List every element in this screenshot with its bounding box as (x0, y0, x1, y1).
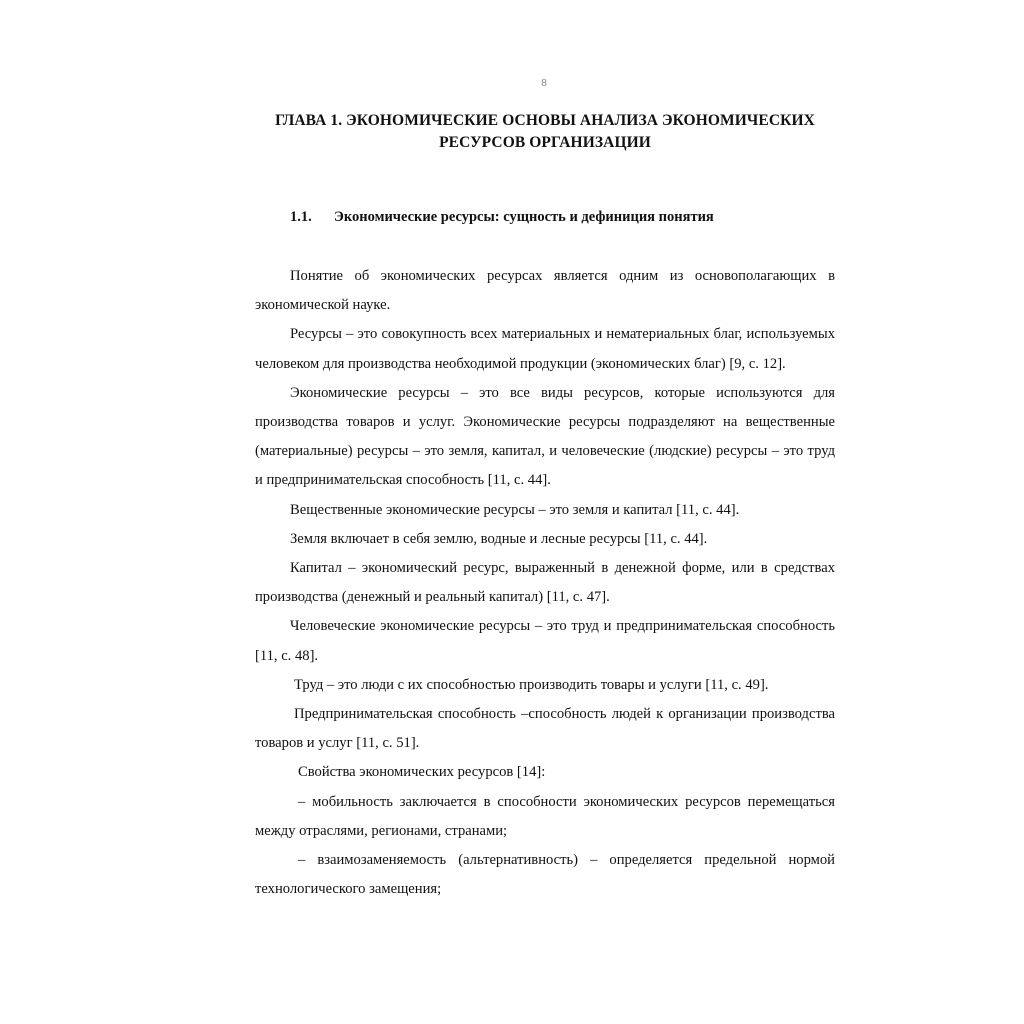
paragraph: Земля включает в себя землю, водные и лесные ресурсы [11, с. 44]. (290, 530, 708, 547)
paragraph: Понятие об экономических ресурсах является одним из основополагающих в экономической науке. (255, 268, 835, 314)
body-text (255, 262, 835, 904)
paragraph: Ресурсы – это совокупность всех материальных и нематериальных благ, используемых человеком для производства необходимой продукции (экономических благ) [9, с. 12]. (255, 326, 835, 372)
chapter-title: ГЛАВА 1. ЭКОНОМИЧЕСКИЕ ОСНОВЫ АНАЛИЗА ЭКОНОМИЧЕСКИХ РЕСУРСОВ ОРГАНИЗАЦИИ (275, 112, 815, 151)
page-number: 8 (541, 78, 547, 89)
paragraph: Капитал – экономический ресурс, выраженный в денежной форме, или в средствах производства (денежный и реальный капитал) [11, с. 47]. (255, 560, 835, 606)
paragraph: Предпринимательская способность –способность людей к организации производства товаров и услуг [11, с. 51]. (255, 706, 835, 752)
section-title: Экономические ресурсы: сущность и дефиниция понятия (334, 209, 714, 225)
paragraph: Человеческие экономические ресурсы – это труд и предпринимательская способность [11, с. 48]. (255, 618, 835, 664)
paragraph: Труд – это люди с их способностью производить товары и услуги [11, с. 49]. (294, 676, 769, 693)
paragraph: Свойства экономических ресурсов [14]: (298, 764, 546, 781)
paragraph: Экономические ресурсы – это все виды ресурсов, которые используются для производства товаров и услуг. Экономические ресурсы подразделяют на вещественные (материальные) ресурсы – это земля, капитал, и человеческие (людские) ресурсы – это труд и предпринимательская способность [11, с. 44]. (255, 384, 835, 489)
paragraph: Вещественные экономические ресурсы – это земля и капитал [11, с. 44]. (290, 501, 740, 518)
section-number: 1.1. (290, 209, 312, 225)
list-item: – взаимозаменяемость (альтернативность) – определяется предельной нормой технологического замещения; (255, 852, 835, 898)
section-heading (290, 207, 850, 227)
list-item: – мобильность заключается в способности экономических ресурсов перемещаться между отраслями, регионами, странами; (255, 793, 835, 839)
